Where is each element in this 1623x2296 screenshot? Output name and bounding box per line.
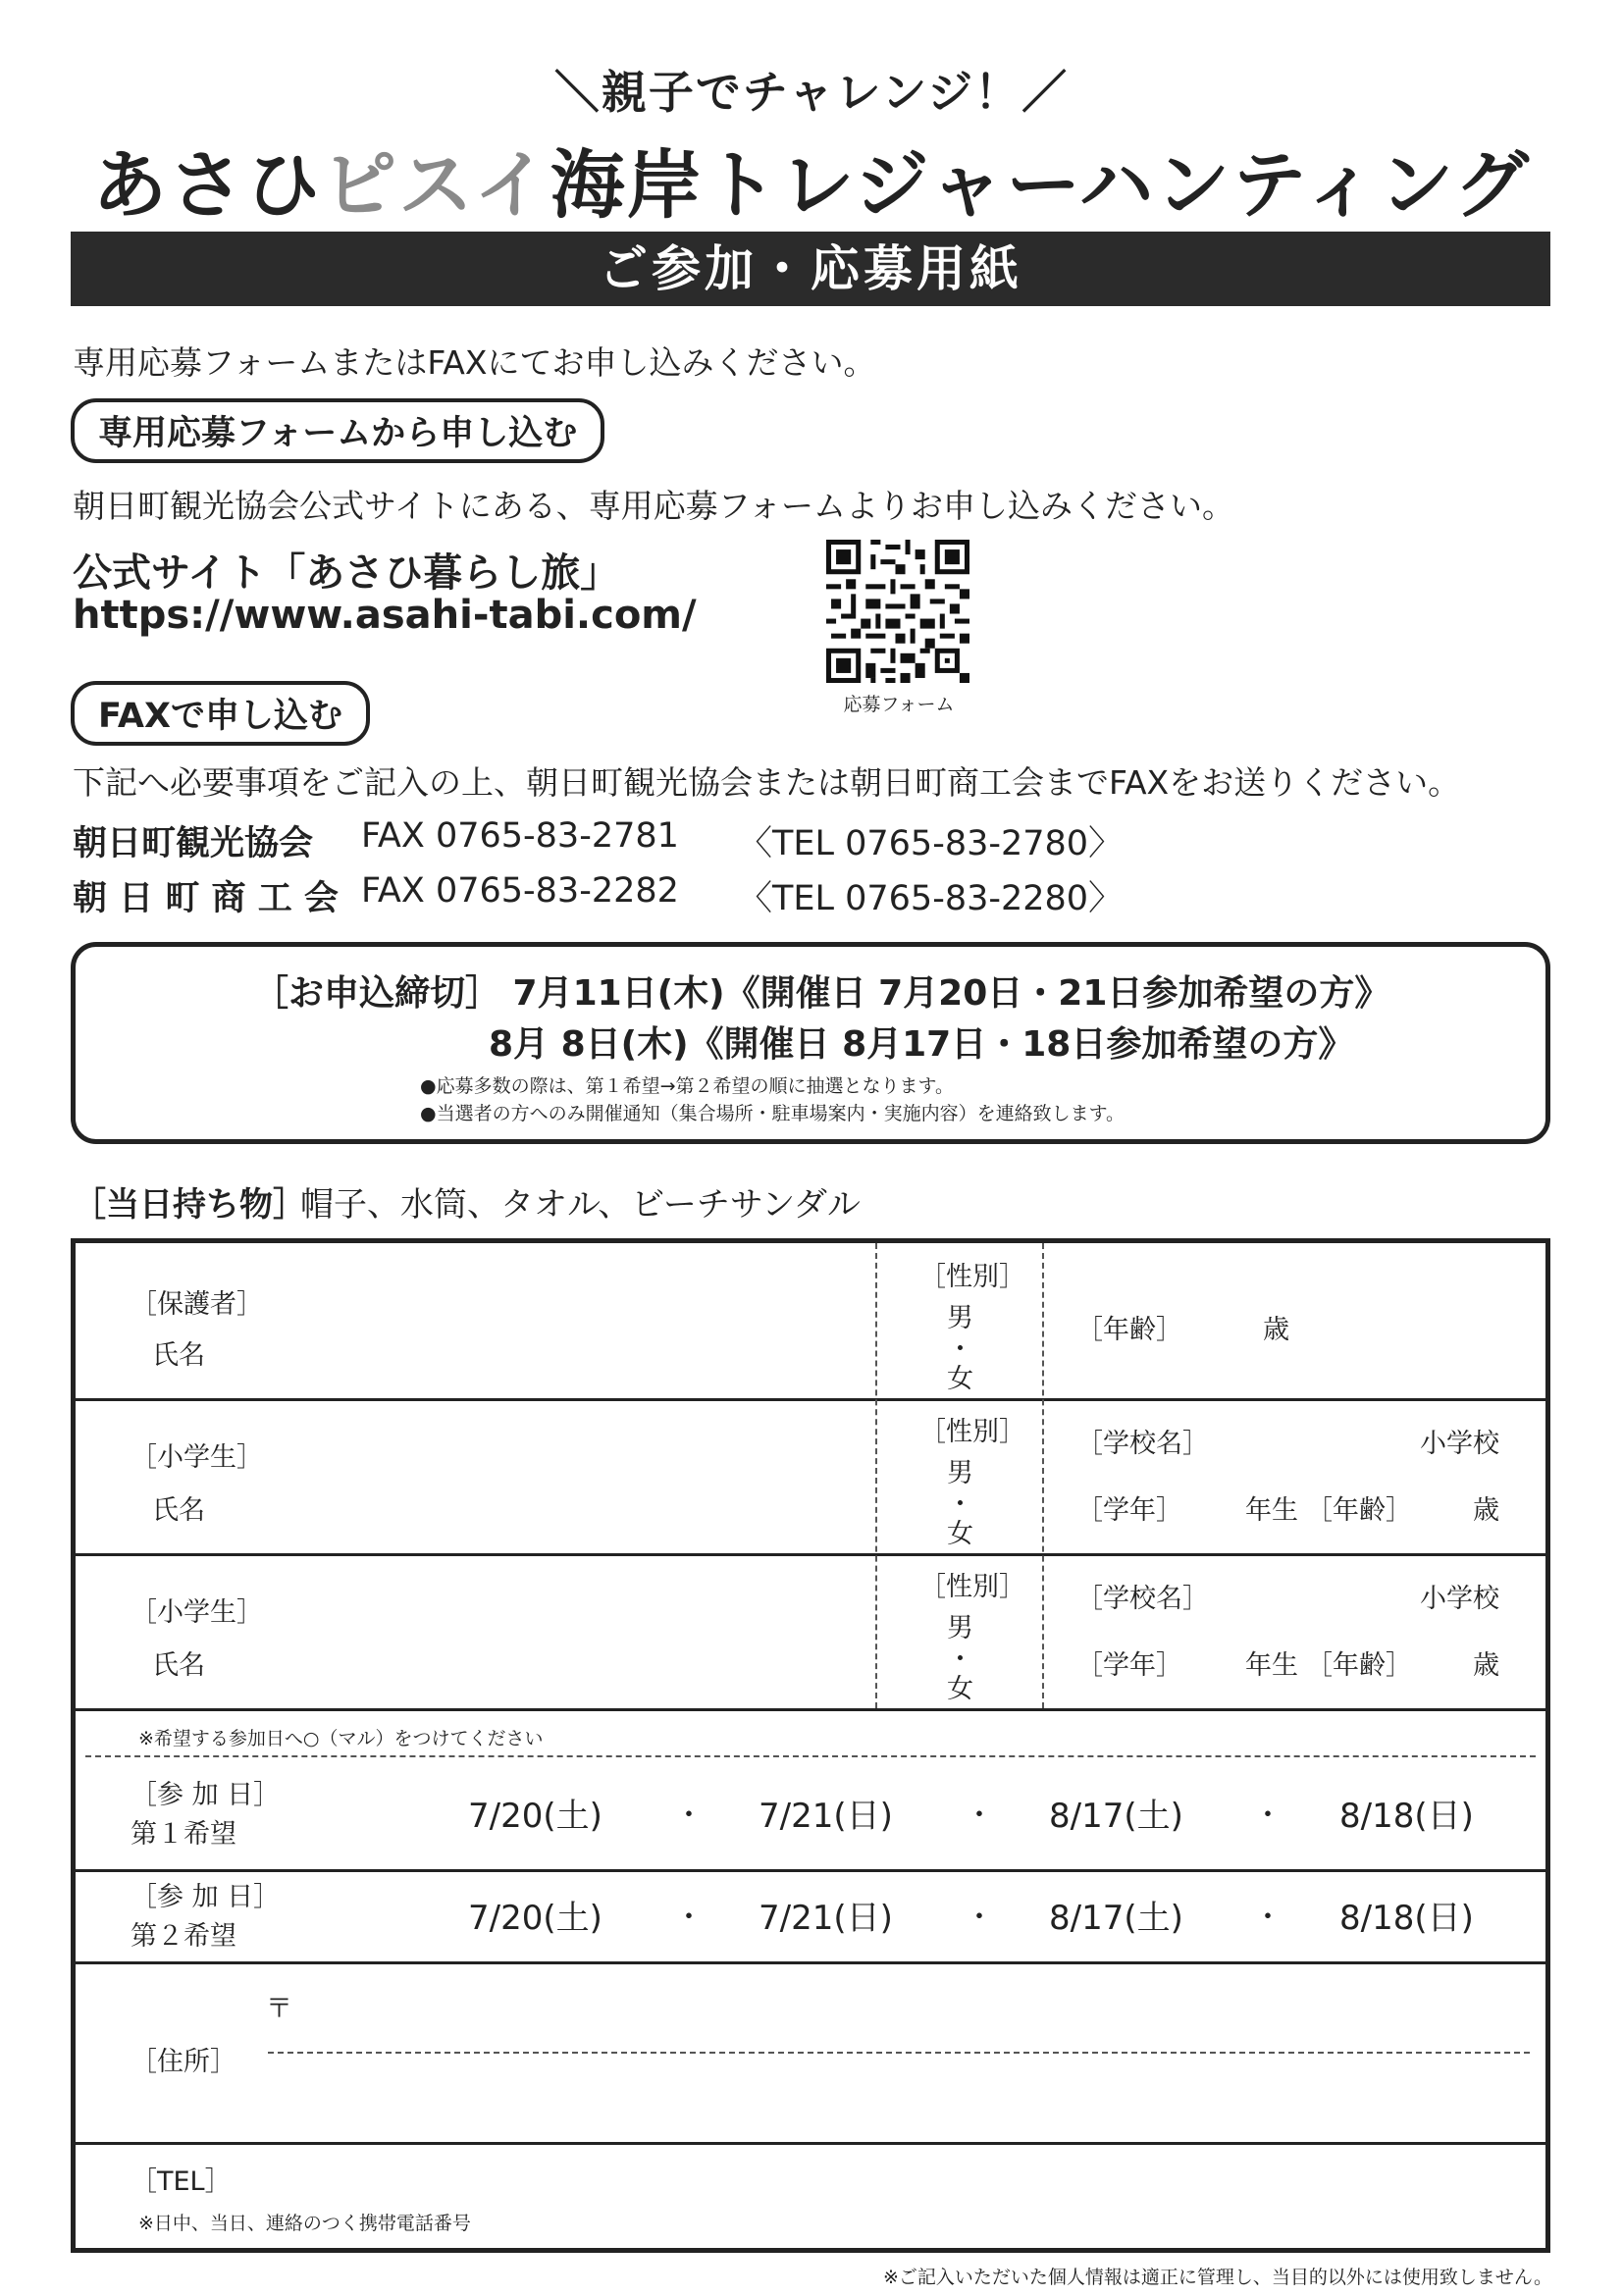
fax-desc: 下記へ必要事項をご記入の上、朝日町観光協会または朝日町商工会までFAXをお送りください。 (73, 763, 1461, 802)
org2-fax: FAX 0765-83-2282 (361, 871, 679, 911)
choice1-date-0817[interactable]: 8/17(土) (1049, 1797, 1183, 1836)
student2-age-unit: 歳 (1473, 1650, 1499, 1681)
deadline-line-2: 8月 8日(木)《開催日 8月17日・18日参加希望の方》 (489, 1024, 1354, 1065)
student1-age-unit: 歳 (1473, 1495, 1499, 1526)
org2-name: 朝 日 町 商 工 会 (73, 879, 339, 918)
form-banner: ご参加・応募用紙 (71, 232, 1550, 306)
student2-gender-label: ［性別］ (919, 1572, 1025, 1602)
address-label: ［住所］ (131, 2047, 236, 2077)
student1-grade-unit: 年生 (1245, 1495, 1298, 1526)
student1-grade-field[interactable]: ［学年］ (1076, 1495, 1182, 1526)
choice1-date-0818[interactable]: 8/18(日) (1339, 1797, 1474, 1836)
qr-label: 応募フォーム (843, 694, 955, 715)
student2-gender-male[interactable]: 男 (947, 1613, 973, 1644)
student2-school-unit: 小学校 (1420, 1584, 1499, 1614)
guardian-label: ［保護者］ (131, 1289, 263, 1320)
site-name: 公式サイト「あさひ暮らし旅」 (73, 550, 620, 596)
choice1-date-0721[interactable]: 7/21(日) (759, 1797, 893, 1836)
student1-gender-dot: ・ (947, 1489, 973, 1520)
postal-mark: 〒 (266, 1994, 292, 2024)
choice1-sep-2: ・ (965, 1799, 994, 1833)
student1-gender-male[interactable]: 男 (947, 1458, 973, 1488)
site-url-link[interactable]: https://www.asahi-tabi.com/ (73, 593, 697, 638)
student2-gender-dot: ・ (947, 1644, 973, 1675)
tel-note: ※日中、当日、連絡のつく携帯電話番号 (138, 2213, 471, 2234)
student1-school-unit: 小学校 (1420, 1429, 1499, 1459)
choice2-date-0818[interactable]: 8/18(日) (1339, 1899, 1474, 1938)
deadline-note-2: ●当選者の方へのみ開催通知（集合場所・駐車場案内・実施内容）を連絡致します。 (420, 1103, 1126, 1124)
org1-name: 朝日町観光協会 (73, 824, 314, 863)
choice1-sep-3: ・ (1253, 1799, 1283, 1833)
guardian-gender-dot: ・ (947, 1334, 973, 1365)
guardian-gender-label: ［性別］ (919, 1262, 1025, 1292)
date-instruction-note: ※希望する参加日へ○（マル）をつけてください (138, 1728, 544, 1749)
choice2-date-0817[interactable]: 8/17(土) (1049, 1899, 1183, 1938)
choice1-day-label: ［参 加 日］ (131, 1780, 281, 1810)
student2-grade-unit: 年生 (1245, 1650, 1298, 1681)
student1-age-field[interactable]: ［年齢］ (1306, 1495, 1412, 1526)
choice2-sep-2: ・ (965, 1901, 994, 1935)
qr-code-icon[interactable] (826, 540, 969, 683)
student2-age-field[interactable]: ［年齢］ (1306, 1650, 1412, 1681)
intro-text: 専用応募フォームまたはFAXにてお申し込みください。 (73, 343, 876, 382)
belongings-label: ［当日持ち物］ (73, 1185, 306, 1225)
student2-grade-field[interactable]: ［学年］ (1076, 1650, 1182, 1681)
choice2-sep-3: ・ (1253, 1901, 1283, 1935)
address-input-line[interactable] (268, 2052, 1530, 2054)
student2-label: ［小学生］ (131, 1597, 263, 1628)
fax-section-pill: FAXで申し込む (71, 681, 370, 746)
title-part-asahi: あさひ (92, 141, 323, 229)
deadline-line-1: ［お申込締切］ 7月11日(木)《開催日 7月20日・21日参加希望の方》 (253, 973, 1390, 1014)
student1-gender-female[interactable]: 女 (947, 1519, 973, 1549)
belongings-items: 帽子、水筒、タオル、ビーチサンダル (300, 1185, 861, 1225)
student1-gender-label: ［性別］ (919, 1417, 1025, 1447)
guardian-name-field[interactable]: 氏名 (152, 1340, 205, 1371)
choice1-label: 第１希望 (131, 1819, 236, 1850)
org1-tel: 〈TEL 0765-83-2780〉 (738, 824, 1124, 863)
title-part-kaigan: 海岸 (550, 141, 704, 229)
guardian-age-field[interactable]: ［年齢］ (1076, 1315, 1182, 1345)
choice2-sep-1: ・ (674, 1901, 704, 1935)
choice2-label: 第２希望 (131, 1921, 236, 1952)
guardian-age-unit: 歳 (1263, 1315, 1289, 1345)
privacy-note: ※ご記入いただいた個人情報は適正に管理し、当目的以外には使用致しません。 (882, 2267, 1552, 2288)
org1-fax: FAX 0765-83-2781 (361, 816, 679, 856)
choice2-date-0721[interactable]: 7/21(日) (759, 1899, 893, 1938)
guardian-gender-female[interactable]: 女 (947, 1364, 973, 1394)
student1-label: ［小学生］ (131, 1442, 263, 1473)
online-desc: 朝日町観光協会公式サイトにある、専用応募フォームよりお申し込みください。 (73, 487, 1235, 525)
org2-tel: 〈TEL 0765-83-2280〉 (738, 879, 1124, 918)
guardian-gender-male[interactable]: 男 (947, 1303, 973, 1333)
choice1-sep-1: ・ (674, 1799, 704, 1833)
deadline-note-1: ●応募多数の際は、第１希望→第２希望の順に抽選となります。 (420, 1075, 954, 1097)
student2-school-field[interactable]: ［学校名］ (1076, 1584, 1209, 1614)
title-part-treasure: トレジャーハンティング (703, 141, 1531, 229)
tagline: ＼親子でチャレンジ！／ (553, 66, 1070, 119)
student2-name-field[interactable]: 氏名 (152, 1650, 205, 1681)
student1-school-field[interactable]: ［学校名］ (1076, 1429, 1209, 1459)
event-title (0, 126, 1623, 233)
choice2-day-label: ［参 加 日］ (131, 1882, 281, 1912)
title-part-pisui: ピスイ (322, 141, 550, 229)
online-section-pill: 専用応募フォームから申し込む (71, 398, 604, 463)
student2-gender-female[interactable]: 女 (947, 1674, 973, 1704)
entry-form (71, 1238, 1550, 2253)
tel-field[interactable]: ［TEL］ (131, 2166, 232, 2197)
choice2-date-0720[interactable]: 7/20(土) (468, 1899, 602, 1938)
choice1-date-0720[interactable]: 7/20(土) (468, 1797, 602, 1836)
student1-name-field[interactable]: 氏名 (152, 1495, 205, 1526)
